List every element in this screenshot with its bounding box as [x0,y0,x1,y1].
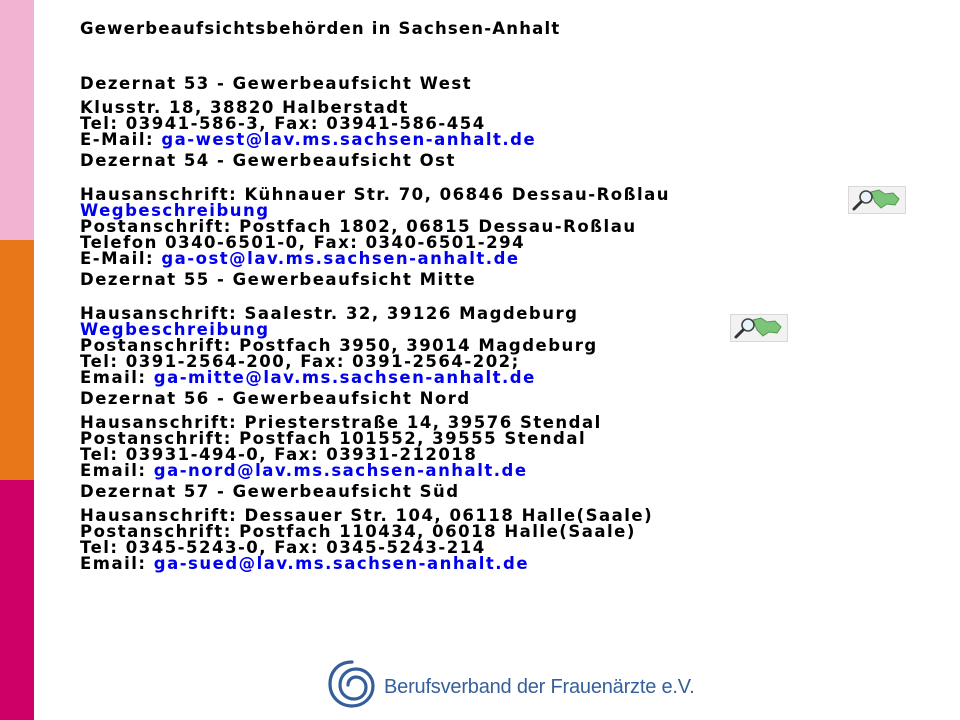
stripe-middle [0,240,34,480]
street-address-line: Hausanschrift: Kühnauer Str. 70, 06846 Dessau-Roßlau [80,185,671,204]
email-line [80,463,940,479]
address-line: Klusstr. 18, 38820 Halberstadt [80,98,409,117]
spiral-logo-icon [326,656,378,712]
postal-address-line: Postanschrift: Postfach 1802, 06815 Dessau-Roßlau [80,217,637,236]
stripe-bottom [0,480,34,720]
content [80,21,940,572]
organization-logo [326,656,695,716]
map-magnifier-icon[interactable] [848,186,906,214]
email-link[interactable]: ga-west@lav.ms.sachsen-anhalt.de [161,130,537,149]
page-title: Gewerbeaufsichtsbehörden in Sachsen-Anhalt [80,19,561,38]
email-link[interactable]: ga-mitte@lav.ms.sachsen-anhalt.de [153,368,536,387]
postal-address-line: Postanschrift: Postfach 3950, 39014 Magdeburg [80,336,598,355]
email-link[interactable]: ga-ost@lav.ms.sachsen-anhalt.de [161,249,520,268]
section-dezernat-54 [80,153,940,267]
directions-link[interactable]: Wegbeschreibung [80,320,270,339]
email-label: Email: [80,554,154,573]
section-heading: Dezernat 56 - Gewerbeaufsicht Nord [80,389,471,408]
phone-line: Tel: 0391-2564-200, Fax: 0391-2564-202; [80,352,520,371]
section-dezernat-55 [80,272,940,386]
street-address-line: Hausanschrift: Dessauer Str. 104, 06118 Halle(Saale) [80,506,654,525]
phone-line: Tel: 03931-494-0, Fax: 03931-212018 [80,445,478,464]
email-label: E-Mail: [80,249,162,268]
email-line [80,556,940,572]
email-link[interactable]: ga-sued@lav.ms.sachsen-anhalt.de [153,554,530,573]
phone-line: Telefon 0340-6501-0, Fax: 0340-6501-294 [80,233,526,252]
email-label: Email: [80,461,154,480]
email-label: E-Mail: [80,130,162,149]
phone-line: Tel: 03941-586-3, Fax: 03941-586-454 [80,114,486,133]
section-heading: Dezernat 57 - Gewerbeaufsicht Süd [80,482,460,501]
street-address-line: Hausanschrift: Saalestr. 32, 39126 Magdeburg [80,304,579,323]
map-magnifier-icon[interactable] [730,314,788,342]
postal-address-line: Postanschrift: Postfach 110434, 06018 Halle(Saale) [80,522,636,541]
email-line [80,132,940,148]
section-heading: Dezernat 53 - Gewerbeaufsicht West [80,74,473,93]
section-heading: Dezernat 55 - Gewerbeaufsicht Mitte [80,270,477,289]
email-line [80,370,940,386]
postal-address-line: Postanschrift: Postfach 101552, 39555 Stendal [80,429,587,448]
directions-link[interactable]: Wegbeschreibung [80,201,270,220]
section-heading: Dezernat 54 - Gewerbeaufsicht Ost [80,151,456,170]
email-line [80,251,940,267]
section-dezernat-56 [80,391,940,479]
organization-name: Berufsverband der Frauenärzte e.V. [384,676,695,698]
phone-line: Tel: 0345-5243-0, Fax: 0345-5243-214 [80,538,486,557]
email-label: Email: [80,368,154,387]
stripe-top [0,0,34,240]
section-dezernat-57 [80,484,940,572]
email-link[interactable]: ga-nord@lav.ms.sachsen-anhalt.de [153,461,528,480]
section-dezernat-53 [80,76,940,148]
street-address-line: Hausanschrift: Priesterstraße 14, 39576 Stendal [80,413,602,432]
